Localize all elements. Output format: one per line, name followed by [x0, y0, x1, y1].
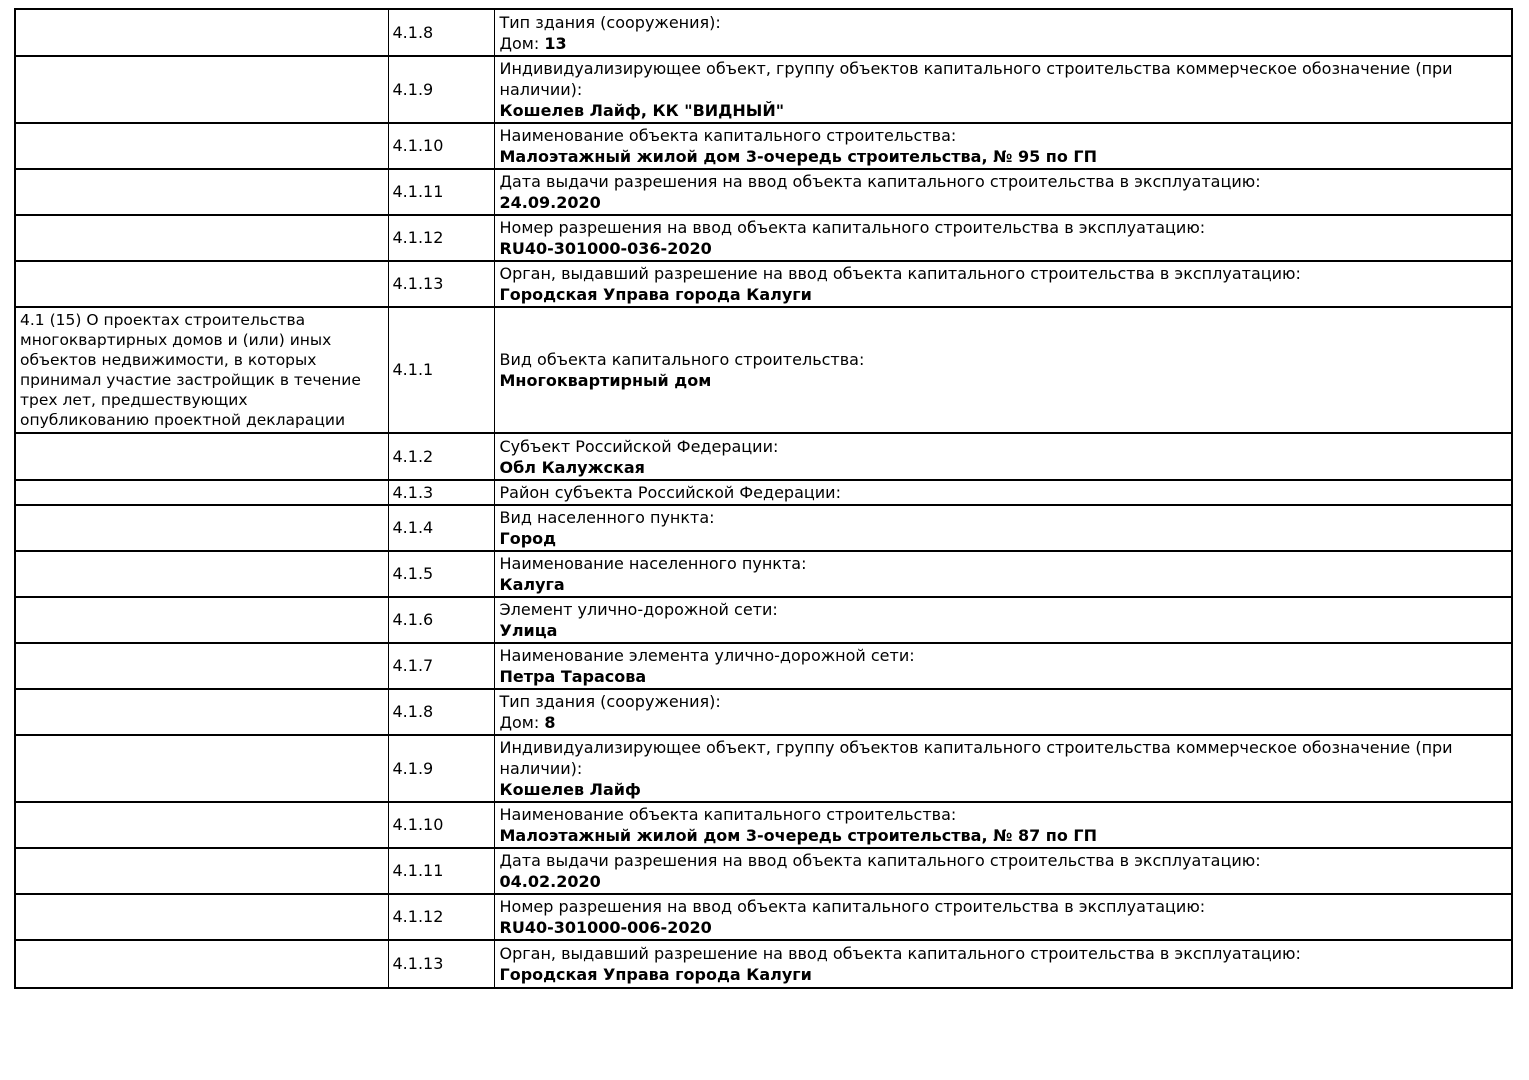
section-cell	[15, 9, 388, 56]
row-code: 4.1.7	[388, 643, 494, 689]
value-text: Петра Тарасова	[499, 667, 647, 686]
field-value	[500, 238, 1506, 259]
table-row	[15, 123, 1512, 169]
value-text: Улица	[499, 621, 558, 640]
section-cell	[15, 307, 388, 433]
field-cell	[494, 689, 1512, 735]
field-label: Орган, выдавший разрешение на ввод объекта капитального строительства в эксплуатацию:	[499, 264, 1301, 283]
value-prefix: Дом:	[499, 713, 545, 732]
field-label: Наименование населенного пункта:	[499, 554, 807, 573]
section-cell	[15, 480, 388, 505]
row-code: 4.1.12	[388, 215, 494, 261]
value-text: Малоэтажный жилой дом 3-очередь строительства, № 95 по ГП	[499, 147, 1097, 166]
field-cell	[494, 169, 1512, 215]
field-cell	[494, 433, 1512, 480]
field-label: Дата выдачи разрешения на ввод объекта капитального строительства в эксплуатацию:	[499, 851, 1261, 870]
field-value	[500, 964, 1506, 985]
field-label: Субъект Российской Федерации:	[499, 436, 779, 456]
value-text: Город	[499, 529, 557, 548]
field-value	[500, 146, 1506, 167]
table-row	[15, 169, 1512, 215]
field-label: Наименование элемента улично-дорожной сети:	[499, 646, 915, 665]
field-label: Тип здания (сооружения):	[499, 692, 721, 711]
field-value	[500, 917, 1506, 938]
field-value	[500, 712, 1506, 733]
table-row	[15, 433, 1512, 480]
table-row	[15, 261, 1512, 307]
section-cell	[15, 123, 388, 169]
row-code: 4.1.13	[388, 261, 494, 307]
table-row	[15, 940, 1512, 988]
table-row	[15, 9, 1512, 56]
table-row	[15, 689, 1512, 735]
field-value	[500, 457, 1506, 478]
field-label: Наименование объекта капитального строительства:	[499, 126, 957, 145]
value-text: Обл Калужская	[499, 457, 645, 477]
row-code: 4.1.11	[388, 169, 494, 215]
section-cell	[15, 169, 388, 215]
value-text: RU40-301000-036-2020	[499, 239, 712, 258]
row-code: 4.1.13	[388, 940, 494, 988]
table-row	[15, 215, 1512, 261]
section-cell	[15, 505, 388, 551]
field-value	[500, 100, 1506, 121]
row-code: 4.1.1	[388, 307, 494, 433]
table-row	[15, 597, 1512, 643]
field-cell	[494, 894, 1512, 940]
section-cell	[15, 802, 388, 848]
value-text: Кошелев Лайф	[499, 780, 641, 799]
field-cell	[494, 9, 1512, 56]
row-code: 4.1.8	[388, 9, 494, 56]
field-label: Номер разрешения на ввод объекта капитального строительства в эксплуатацию:	[499, 897, 1206, 916]
row-code: 4.1.9	[388, 56, 494, 123]
section-cell	[15, 735, 388, 802]
field-label: Индивидуализирующее объект, группу объектов капитального строительства коммерческое обозначение (при наличии):	[499, 738, 1453, 778]
field-label: Орган, выдавший разрешение на ввод объекта капитального строительства в эксплуатацию:	[499, 944, 1301, 963]
field-value	[500, 620, 1506, 641]
row-code: 4.1.10	[388, 802, 494, 848]
value-text: RU40-301000-006-2020	[499, 918, 712, 937]
value-text: 04.02.2020	[499, 872, 601, 891]
row-code: 4.1.8	[388, 689, 494, 735]
field-cell	[494, 123, 1512, 169]
field-label: Номер разрешения на ввод объекта капитального строительства в эксплуатацию:	[499, 218, 1206, 237]
field-label: Вид населенного пункта:	[499, 508, 715, 527]
field-cell	[494, 643, 1512, 689]
field-cell	[494, 848, 1512, 894]
field-label: Тип здания (сооружения):	[499, 12, 721, 32]
value-text: Городская Управа города Калуги	[499, 965, 812, 984]
section-cell	[15, 894, 388, 940]
row-code: 4.1.10	[388, 123, 494, 169]
section-cell	[15, 261, 388, 307]
field-value	[500, 33, 1506, 54]
table-row	[15, 505, 1512, 551]
field-label: Район субъекта Российской Федерации:	[499, 483, 841, 502]
value-text: Кошелев Лайф, КК "ВИДНЫЙ"	[499, 101, 785, 120]
field-value	[500, 192, 1506, 213]
table-row	[15, 802, 1512, 848]
field-label: Элемент улично-дорожной сети:	[499, 600, 778, 619]
field-value	[500, 528, 1506, 549]
field-cell	[494, 505, 1512, 551]
value-text: Многоквартирный дом	[499, 371, 712, 390]
field-cell	[494, 597, 1512, 643]
table-row-section	[15, 307, 1512, 433]
field-value	[500, 871, 1506, 892]
table-row	[15, 551, 1512, 597]
field-label: Наименование объекта капитального строительства:	[499, 805, 957, 824]
table-row	[15, 735, 1512, 802]
field-cell	[494, 215, 1512, 261]
section-cell	[15, 597, 388, 643]
field-cell	[494, 56, 1512, 123]
section-cell	[15, 215, 388, 261]
field-value	[500, 574, 1506, 595]
row-code: 4.1.11	[388, 848, 494, 894]
section-cell	[15, 433, 388, 480]
field-label: Вид объекта капитального строительства:	[499, 350, 865, 369]
field-value	[500, 825, 1506, 846]
field-cell	[494, 307, 1512, 433]
value-text: 24.09.2020	[499, 193, 601, 212]
section-cell	[15, 848, 388, 894]
field-cell	[494, 735, 1512, 802]
field-label: Индивидуализирующее объект, группу объектов капитального строительства коммерческое обозначение (при наличии):	[499, 59, 1453, 99]
row-code: 4.1.5	[388, 551, 494, 597]
table-row	[15, 848, 1512, 894]
row-code: 4.1.9	[388, 735, 494, 802]
field-value	[500, 666, 1506, 687]
row-code: 4.1.4	[388, 505, 494, 551]
row-code: 4.1.12	[388, 894, 494, 940]
field-value	[500, 370, 1506, 391]
field-value	[500, 284, 1506, 305]
value-text: 8	[544, 713, 556, 732]
field-value	[500, 779, 1506, 800]
section-cell	[15, 689, 388, 735]
section-cell	[15, 940, 388, 988]
field-cell	[494, 551, 1512, 597]
field-cell	[494, 480, 1512, 505]
table-row	[15, 643, 1512, 689]
value-text: Городская Управа города Калуги	[499, 285, 812, 304]
field-cell	[494, 261, 1512, 307]
section-text: 4.1 (15) О проектах строительства многоквартирных домов и (или) иных объектов недвижимости, в которых принимал участие застройщик в течение трех лет, предшествующих опубликованию проектной декларации	[20, 311, 361, 429]
field-label: Дата выдачи разрешения на ввод объекта капитального строительства в эксплуатацию:	[499, 172, 1261, 191]
section-cell	[15, 551, 388, 597]
table-row	[15, 56, 1512, 123]
section-cell	[15, 643, 388, 689]
field-cell	[494, 802, 1512, 848]
value-text: Калуга	[499, 575, 565, 594]
value-prefix: Дом:	[499, 33, 545, 53]
field-cell	[494, 940, 1512, 988]
value-text: 13	[544, 33, 567, 53]
row-code: 4.1.2	[388, 433, 494, 480]
row-code: 4.1.6	[388, 597, 494, 643]
table-row	[15, 894, 1512, 940]
table-row	[15, 480, 1512, 505]
declaration-table	[14, 8, 1513, 989]
row-code: 4.1.3	[388, 480, 494, 505]
value-text: Малоэтажный жилой дом 3-очередь строительства, № 87 по ГП	[499, 826, 1097, 845]
section-cell	[15, 56, 388, 123]
